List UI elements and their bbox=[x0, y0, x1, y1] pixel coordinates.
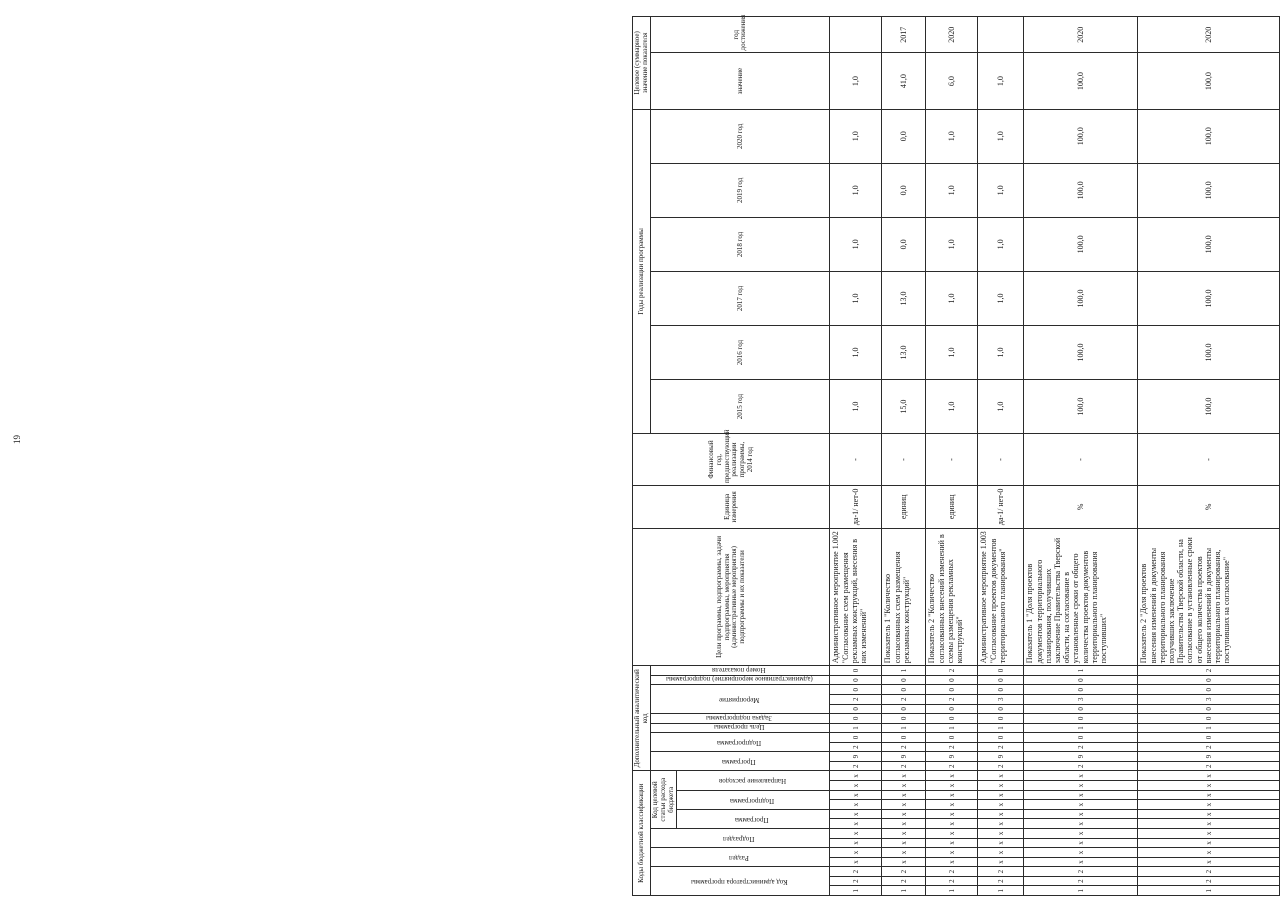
header-admin-event: (административное мероприятие) подпрограммы bbox=[651, 675, 830, 685]
code-digit: 0 bbox=[978, 666, 1024, 676]
code-digit: х bbox=[978, 829, 1024, 839]
value-2017: 13,0 bbox=[882, 271, 926, 325]
code-digit: 2 bbox=[926, 867, 978, 877]
code-digit: х bbox=[882, 800, 926, 810]
code-digit: х bbox=[1138, 800, 1280, 810]
value-2020: 1,0 bbox=[926, 109, 978, 163]
code-digit: х bbox=[882, 771, 926, 781]
code-digit: 0 bbox=[1024, 704, 1138, 714]
row-fin-year: - bbox=[926, 434, 978, 486]
code-digit: х bbox=[926, 771, 978, 781]
code-digit: 0 bbox=[830, 714, 882, 724]
code-digit: 1 bbox=[1138, 886, 1280, 896]
header-fin-year: Финансовый год, предшествующий реализации программы, 2014 год bbox=[633, 434, 830, 486]
value-2016: 13,0 bbox=[882, 326, 926, 380]
table-row bbox=[978, 17, 1024, 896]
target-value: 100,0 bbox=[1138, 53, 1280, 109]
header-subprogram: Подпрограмма bbox=[677, 790, 830, 809]
value-2016: 1,0 bbox=[978, 326, 1024, 380]
code-digit: х bbox=[926, 781, 978, 791]
code-digit: х bbox=[1024, 838, 1138, 848]
header-years-group: Годы реализации программы bbox=[633, 109, 651, 433]
target-year: 2020 bbox=[1138, 17, 1280, 53]
target-value: 1,0 bbox=[830, 53, 882, 109]
code-digit: х bbox=[1138, 781, 1280, 791]
row-fin-year: - bbox=[1024, 434, 1138, 486]
code-digit: х bbox=[926, 790, 978, 800]
value-2019: 1,0 bbox=[978, 163, 1024, 217]
code-digit: 0 bbox=[978, 704, 1024, 714]
code-digit: х bbox=[830, 819, 882, 829]
header-task-subprogram: Задача подпрограммы bbox=[651, 714, 830, 724]
code-digit: х bbox=[978, 809, 1024, 819]
code-digit: х bbox=[830, 790, 882, 800]
code-digit: 0 bbox=[978, 675, 1024, 685]
code-digit: 0 bbox=[978, 733, 1024, 743]
code-digit: 0 bbox=[1138, 704, 1280, 714]
code-digit: 0 bbox=[1138, 685, 1280, 695]
code-digit: 9 bbox=[926, 752, 978, 762]
header-goals-text: Цели программы, подпрограммы, задачи подпрограммы, мероприятия (административные мероприятия) подпрограммы и их показатели bbox=[633, 528, 830, 665]
value-2019: 100,0 bbox=[1024, 163, 1138, 217]
code-digit: 0 bbox=[830, 685, 882, 695]
table-row bbox=[830, 17, 882, 896]
code-digit: 2 bbox=[882, 694, 926, 704]
value-2018: 1,0 bbox=[978, 217, 1024, 271]
table-row bbox=[882, 17, 926, 896]
header-codes-additional: Дополнительный аналитический код bbox=[633, 666, 651, 771]
code-digit: х bbox=[1138, 790, 1280, 800]
value-2020: 1,0 bbox=[830, 109, 882, 163]
header-year-2020: 2020 год bbox=[651, 109, 830, 163]
code-digit: х bbox=[830, 838, 882, 848]
code-digit: 0 bbox=[882, 704, 926, 714]
header-section: Раздел bbox=[651, 848, 830, 867]
code-digit: 0 bbox=[830, 675, 882, 685]
code-digit: 2 bbox=[830, 867, 882, 877]
header-year-2016: 2016 год bbox=[651, 326, 830, 380]
code-digit: х bbox=[830, 809, 882, 819]
code-digit: 2 bbox=[1138, 666, 1280, 676]
code-digit: х bbox=[882, 829, 926, 839]
program-indicators-table bbox=[632, 16, 1280, 896]
code-digit: х bbox=[926, 848, 978, 858]
code-digit: 0 bbox=[978, 714, 1024, 724]
code-digit: х bbox=[1138, 838, 1280, 848]
code-digit: 0 bbox=[1024, 685, 1138, 695]
code-digit: х bbox=[882, 848, 926, 858]
value-2017: 1,0 bbox=[978, 271, 1024, 325]
value-2018: 100,0 bbox=[1138, 217, 1280, 271]
code-digit: х bbox=[926, 800, 978, 810]
code-digit: х bbox=[1024, 819, 1138, 829]
code-digit: х bbox=[926, 829, 978, 839]
header-goal-program: Цель программы bbox=[651, 723, 830, 733]
code-digit: 0 bbox=[882, 714, 926, 724]
value-2020: 100,0 bbox=[1138, 109, 1280, 163]
value-2017: 100,0 bbox=[1138, 271, 1280, 325]
table-row bbox=[926, 17, 978, 896]
code-digit: 3 bbox=[1138, 694, 1280, 704]
value-2019: 100,0 bbox=[1138, 163, 1280, 217]
value-2019: 1,0 bbox=[926, 163, 978, 217]
code-digit: 0 bbox=[926, 733, 978, 743]
row-description: Административное мероприятие 1.002 "Согласование схем размещения рекламных конструкций, внесения в них изменений" bbox=[830, 528, 882, 665]
code-digit: х bbox=[882, 838, 926, 848]
code-digit: 1 bbox=[882, 886, 926, 896]
code-digit: 1 bbox=[1138, 723, 1280, 733]
row-unit: да-1/ нет-0 bbox=[830, 485, 882, 528]
value-2020: 0,0 bbox=[882, 109, 926, 163]
row-unit: % bbox=[1138, 485, 1280, 528]
code-digit: 3 bbox=[1024, 694, 1138, 704]
value-2020: 1,0 bbox=[978, 109, 1024, 163]
code-digit: 2 bbox=[1024, 876, 1138, 886]
row-description: Показатель 2 "Доля проектов внесения изменений в документы территориального планирования получивших заключение Правительства Тверской области, на согласование в установленные сроки от общего количества проектов внесения изменений в документы территориального планирования, поступивших на согласование" bbox=[1138, 528, 1280, 665]
value-2015: 15,0 bbox=[882, 380, 926, 434]
code-digit: 2 bbox=[926, 694, 978, 704]
code-digit: х bbox=[830, 857, 882, 867]
row-fin-year: - bbox=[830, 434, 882, 486]
code-digit: х bbox=[1024, 848, 1138, 858]
target-value: 41,0 bbox=[882, 53, 926, 109]
code-digit: 0 bbox=[1024, 714, 1138, 724]
value-2015: 100,0 bbox=[1024, 380, 1138, 434]
code-digit: 0 bbox=[926, 685, 978, 695]
code-digit: 2 bbox=[978, 761, 1024, 771]
target-year bbox=[978, 17, 1024, 53]
row-fin-year: - bbox=[882, 434, 926, 486]
code-digit: 2 bbox=[978, 867, 1024, 877]
code-digit: 9 bbox=[882, 752, 926, 762]
header-add-program: Программа bbox=[651, 752, 830, 771]
value-2017: 100,0 bbox=[1024, 271, 1138, 325]
target-value: 100,0 bbox=[1024, 53, 1138, 109]
header-admin-code: Код администратора программы bbox=[651, 867, 830, 896]
header-year-2018: 2018 год bbox=[651, 217, 830, 271]
code-digit: 0 bbox=[830, 666, 882, 676]
code-digit: 2 bbox=[926, 666, 978, 676]
code-digit: х bbox=[1138, 848, 1280, 858]
target-year: 2020 bbox=[1024, 17, 1138, 53]
value-2016: 100,0 bbox=[1024, 326, 1138, 380]
page-number: 19 bbox=[12, 435, 22, 444]
header-year-2017: 2017 год bbox=[651, 271, 830, 325]
code-digit: 0 bbox=[830, 733, 882, 743]
code-digit: х bbox=[882, 857, 926, 867]
code-digit: х bbox=[978, 848, 1024, 858]
code-digit: х bbox=[1024, 771, 1138, 781]
header-code-target-article: Код целевой статьи расхода бюджета bbox=[651, 771, 677, 829]
code-digit: 2 bbox=[1138, 742, 1280, 752]
row-description: Показатель 1 "Доля проектов документов территориального планирования, получивших заключение Правительства Тверской области, на согласование в установленные сроки от общего количества проектов документов территориального планирования поступивших" bbox=[1024, 528, 1138, 665]
row-unit: единиц bbox=[926, 485, 978, 528]
code-digit: 1 bbox=[978, 886, 1024, 896]
code-digit: х bbox=[830, 771, 882, 781]
code-digit: 0 bbox=[1138, 675, 1280, 685]
code-digit: 2 bbox=[978, 876, 1024, 886]
code-digit: 0 bbox=[1138, 714, 1280, 724]
code-digit: х bbox=[1138, 819, 1280, 829]
value-2019: 0,0 bbox=[882, 163, 926, 217]
code-digit: х bbox=[978, 771, 1024, 781]
code-digit: 0 bbox=[926, 704, 978, 714]
code-digit: 1 bbox=[830, 723, 882, 733]
header-target-value: значение bbox=[651, 53, 830, 109]
value-2016: 1,0 bbox=[926, 326, 978, 380]
code-digit: х bbox=[1024, 809, 1138, 819]
code-digit: х bbox=[1138, 771, 1280, 781]
table-row bbox=[1024, 17, 1138, 896]
header-achievement-year: год достижения bbox=[651, 17, 830, 53]
code-digit: 0 bbox=[882, 733, 926, 743]
value-2018: 1,0 bbox=[926, 217, 978, 271]
code-digit: х bbox=[1024, 800, 1138, 810]
code-digit: х bbox=[1138, 809, 1280, 819]
value-2018: 0,0 bbox=[882, 217, 926, 271]
code-digit: 0 bbox=[1024, 733, 1138, 743]
value-2015: 1,0 bbox=[926, 380, 978, 434]
code-digit: х bbox=[978, 857, 1024, 867]
code-digit: х bbox=[1024, 790, 1138, 800]
code-digit: 3 bbox=[978, 694, 1024, 704]
code-digit: х bbox=[978, 781, 1024, 791]
code-digit: 2 bbox=[1138, 867, 1280, 877]
target-year: 2017 bbox=[882, 17, 926, 53]
row-description: Административное мероприятие 1.003 "Согласование проектов документов территориального планирования" bbox=[978, 528, 1024, 665]
row-unit: единиц bbox=[882, 485, 926, 528]
code-digit: х bbox=[978, 819, 1024, 829]
value-2020: 100,0 bbox=[1024, 109, 1138, 163]
code-digit: х bbox=[830, 829, 882, 839]
code-digit: 1 bbox=[926, 886, 978, 896]
code-digit: 0 bbox=[830, 704, 882, 714]
code-digit: 1 bbox=[926, 723, 978, 733]
code-digit: 2 bbox=[830, 694, 882, 704]
target-year bbox=[830, 17, 882, 53]
code-digit: х bbox=[926, 819, 978, 829]
code-digit: 0 bbox=[1138, 733, 1280, 743]
header-target-group: Целевое (суммарное) значение показателя bbox=[633, 17, 651, 110]
code-digit: 0 bbox=[882, 685, 926, 695]
code-digit: 2 bbox=[882, 876, 926, 886]
row-description: Показатель 1 "Количество согласованных схем размещения рекламных конструкций" bbox=[882, 528, 926, 665]
code-digit: 9 bbox=[978, 752, 1024, 762]
code-digit: 1 bbox=[1024, 666, 1138, 676]
code-digit: х bbox=[882, 819, 926, 829]
code-digit: х bbox=[882, 790, 926, 800]
row-unit: да-1/ нет-0 bbox=[978, 485, 1024, 528]
code-digit: х bbox=[1024, 857, 1138, 867]
code-digit: 1 bbox=[1024, 886, 1138, 896]
rotated-page bbox=[632, 16, 1232, 896]
header-codes-budget: Коды бюджетной классификации bbox=[633, 771, 651, 896]
target-value: 1,0 bbox=[978, 53, 1024, 109]
code-digit: х bbox=[1138, 829, 1280, 839]
value-2018: 100,0 bbox=[1024, 217, 1138, 271]
code-digit: 9 bbox=[1024, 752, 1138, 762]
code-digit: х bbox=[882, 781, 926, 791]
code-digit: х bbox=[830, 848, 882, 858]
value-2017: 1,0 bbox=[830, 271, 882, 325]
code-digit: 0 bbox=[926, 675, 978, 685]
header-program: Программа bbox=[677, 809, 830, 828]
code-digit: 0 bbox=[978, 685, 1024, 695]
value-2015: 1,0 bbox=[978, 380, 1024, 434]
table-row bbox=[1138, 17, 1280, 896]
code-digit: 2 bbox=[882, 742, 926, 752]
code-digit: х bbox=[882, 809, 926, 819]
code-digit: х bbox=[926, 809, 978, 819]
row-unit: % bbox=[1024, 485, 1138, 528]
code-digit: 2 bbox=[926, 761, 978, 771]
value-2017: 1,0 bbox=[926, 271, 978, 325]
code-digit: 2 bbox=[1024, 761, 1138, 771]
value-2016: 100,0 bbox=[1138, 326, 1280, 380]
code-digit: х bbox=[830, 781, 882, 791]
code-digit: х bbox=[926, 857, 978, 867]
row-fin-year: - bbox=[1138, 434, 1280, 486]
header-unit: Единица измерения bbox=[633, 485, 830, 528]
code-digit: 2 bbox=[1024, 742, 1138, 752]
code-digit: х bbox=[978, 838, 1024, 848]
code-digit: 2 bbox=[1138, 761, 1280, 771]
code-digit: 2 bbox=[926, 742, 978, 752]
header-subsection: Подраздел bbox=[651, 829, 830, 848]
header-indicator-no: Номер показателя bbox=[651, 666, 830, 676]
value-2015: 100,0 bbox=[1138, 380, 1280, 434]
value-2016: 1,0 bbox=[830, 326, 882, 380]
code-digit: х bbox=[1024, 781, 1138, 791]
code-digit: 2 bbox=[926, 876, 978, 886]
code-digit: х bbox=[978, 800, 1024, 810]
code-digit: 2 bbox=[978, 742, 1024, 752]
code-digit: 2 bbox=[882, 761, 926, 771]
code-digit: 1 bbox=[882, 666, 926, 676]
code-digit: 2 bbox=[1138, 876, 1280, 886]
code-digit: 1 bbox=[1024, 723, 1138, 733]
code-digit: 1 bbox=[882, 723, 926, 733]
code-digit: 0 bbox=[882, 675, 926, 685]
row-fin-year: - bbox=[978, 434, 1024, 486]
code-digit: х bbox=[830, 800, 882, 810]
code-digit: 2 bbox=[830, 876, 882, 886]
value-2018: 1,0 bbox=[830, 217, 882, 271]
header-year-2015: 2015 год bbox=[651, 380, 830, 434]
header-event: Мероприятие bbox=[651, 685, 830, 714]
value-2019: 1,0 bbox=[830, 163, 882, 217]
code-digit: х bbox=[1024, 829, 1138, 839]
code-digit: 1 bbox=[978, 723, 1024, 733]
code-digit: 2 bbox=[1024, 867, 1138, 877]
code-digit: х bbox=[926, 838, 978, 848]
value-2015: 1,0 bbox=[830, 380, 882, 434]
header-year-2019: 2019 год bbox=[651, 163, 830, 217]
target-value: 6,0 bbox=[926, 53, 978, 109]
row-description: Показатель 2 "Количество согласованных внесений изменений в схемы размещения рекламных конструкций" bbox=[926, 528, 978, 665]
header-add-subprogram: Подпрограмма bbox=[651, 733, 830, 752]
code-digit: 9 bbox=[830, 752, 882, 762]
code-digit: 2 bbox=[882, 867, 926, 877]
code-digit: х bbox=[978, 790, 1024, 800]
code-digit: 0 bbox=[926, 714, 978, 724]
code-digit: 9 bbox=[1138, 752, 1280, 762]
target-year: 2020 bbox=[926, 17, 978, 53]
code-digit: 2 bbox=[830, 742, 882, 752]
code-digit: 2 bbox=[830, 761, 882, 771]
code-digit: 0 bbox=[1024, 675, 1138, 685]
code-digit: х bbox=[1138, 857, 1280, 867]
header-direction: Направление расходов bbox=[677, 771, 830, 790]
code-digit: 1 bbox=[830, 886, 882, 896]
